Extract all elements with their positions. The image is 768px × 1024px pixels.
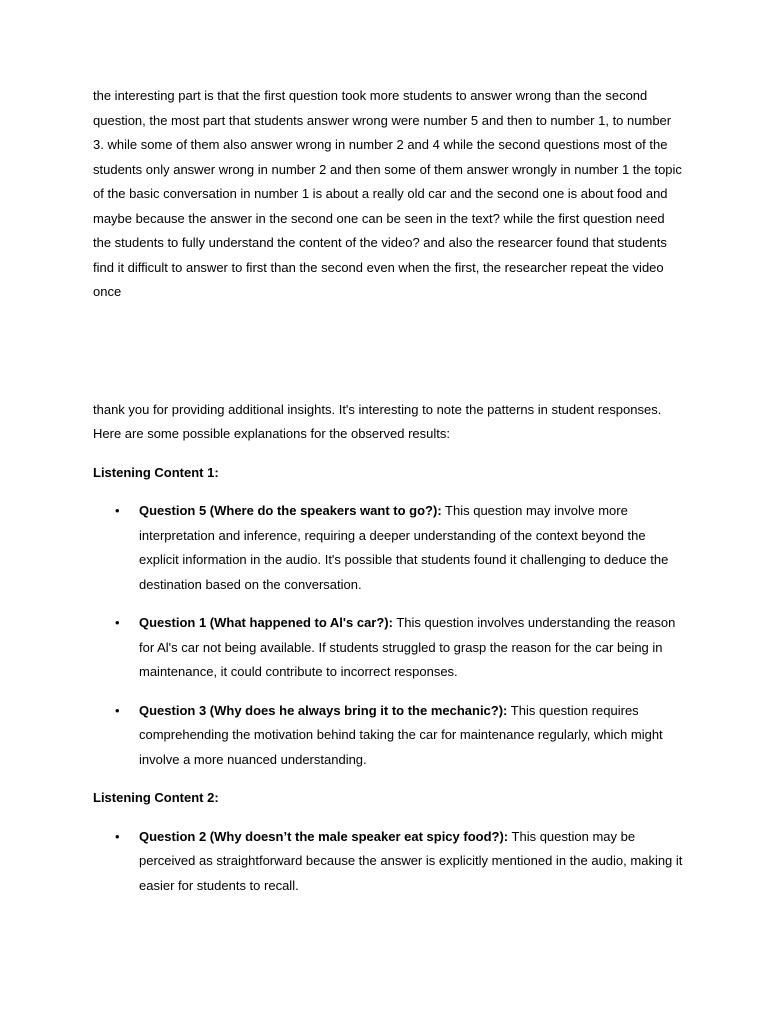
question-explanation: This question may involve more interpretation and inference, requiring a deeper understanding of the context beyond the explicit information in the audio. It's possible that students found it challenging to deduce the destination based on the conversation. <box>139 503 669 592</box>
list-item <box>93 499 683 597</box>
document-page <box>93 84 683 912</box>
question-list-listening-content-1 <box>93 499 683 772</box>
question-label: Question 5 (Where do the speakers want to go?): <box>139 503 442 518</box>
bullet-icon: • <box>115 615 120 630</box>
bullet-icon: • <box>115 702 120 718</box>
list-item <box>93 699 683 773</box>
list-item <box>93 611 683 685</box>
question-label: Question 1 (What happened to Al's car?): <box>139 615 393 630</box>
question-explanation: This question requires comprehending the motivation behind taking the car for maintenance regularly, which might involve a more nuanced understanding. <box>139 702 663 767</box>
question-explanation: This question involves understanding the reason for Al's car not being available. If students struggled to grasp the reason for the car being in maintenance, it could contribute to incorrect responses. <box>139 615 676 679</box>
section-heading-listening-content-1: Listening Content 1: <box>93 464 219 480</box>
section-heading-listening-content-2: Listening Content 2: <box>93 790 219 805</box>
bullet-icon: • <box>115 828 120 844</box>
list-item <box>93 825 683 899</box>
response-intro-paragraph: thank you for providing additional insights. It's interesting to note the patterns in student responses. Here are some possible explanations for the observed results: <box>93 401 662 441</box>
question-label: Question 3 (Why does he always bring it to the mechanic?): <box>139 702 508 718</box>
question-explanation: This question may be perceived as straightforward because the answer is explicitly mentioned in the audio, making it easier for students to recall. <box>139 828 683 893</box>
bullet-icon: • <box>115 503 120 518</box>
question-list-listening-content-2 <box>93 825 683 899</box>
user-prompt-paragraph: the interesting part is that the first question took more students to answer wrong than the second question, the most part that students answer wrong were number 5 and then to number 1, to number 3. while some of them also answer wrong in number 2 and 4 while the second questions most of the students only answer wrong in number 2 and then some of them answer wrongly in number 1 the topic of the basic conversation in number 1 is about a really old car and the second one is about food and maybe because the answer in the second one can be seen in the text? while the first question need the students to fully understand the content of the video? and also the researcer found that students find it difficult to answer to first than the second even when the first, the researcher repeat the video once <box>93 88 682 299</box>
question-label: Question 2 (Why doesn’t the male speaker eat spicy food?): <box>139 828 509 844</box>
